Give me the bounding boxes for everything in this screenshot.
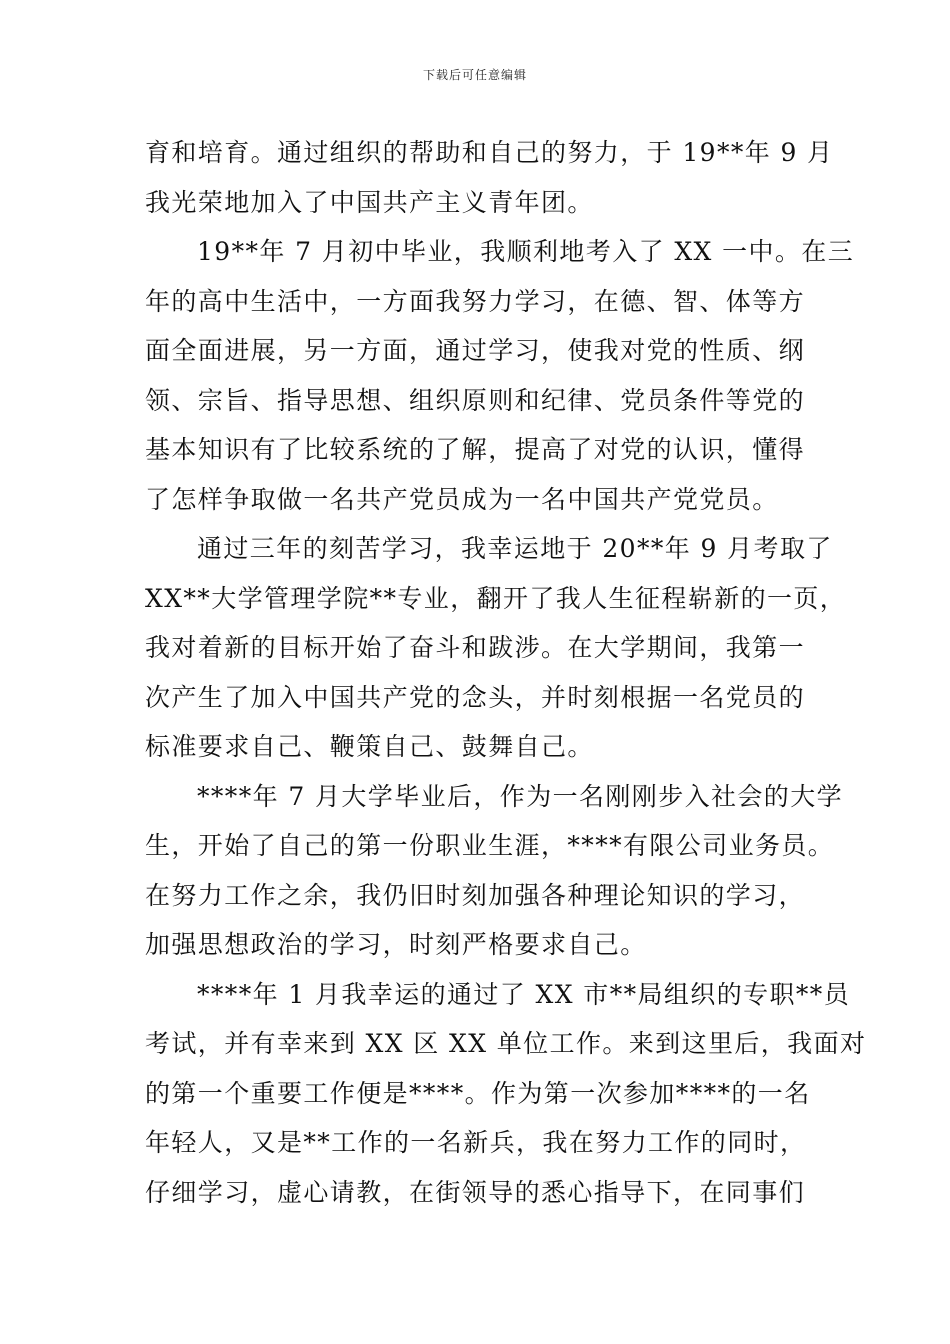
text-line: 加强思想政治的学习，时刻严格要求自己。 [145, 930, 647, 959]
document-body [145, 128, 867, 1217]
text-line: 仔细学习，虚心请教，在街领导的悉心指导下，在同事们 [145, 1177, 806, 1207]
page-header: 下载后可任意编辑 [422, 68, 527, 82]
text-line: 了怎样争取做一名共产党员成为一名中国共产党党员。 [145, 484, 779, 514]
text-line: 标准要求自己、鞭策自己、鼓舞自己。 [145, 732, 594, 761]
text-line: 考试，并有幸来到 XX 区 XX 单位工作。来到这里后，我面对 [145, 1029, 867, 1058]
text-line: 在努力工作之余，我仍旧时刻加强各种理论知识的学习， [145, 880, 806, 910]
text-line: ****年 7 月大学毕业后，作为一名刚刚步入社会的大学 [197, 781, 844, 811]
text-line: 领、宗旨、指导思想、组织原则和纪律、党员条件等党的 [145, 385, 806, 415]
text-line: 年的高中生活中，一方面我努力学习，在德、智、体等方 [145, 286, 806, 316]
text-line: 通过三年的刻苦学习，我幸运地于 20**年 9 月考取了 [197, 534, 833, 563]
text-line: 我对着新的目标开始了奋斗和跋涉。在大学期间，我第一 [145, 633, 806, 662]
text-line: 我光荣地加入了中国共产主义青年团。 [145, 187, 594, 217]
text-line: 次产生了加入中国共产党的念头，并时刻根据一名党员的 [145, 682, 806, 712]
text-line: 育和培育。通过组织的帮助和自己的努力，于 19**年 9 月 [145, 138, 834, 167]
text-line: 19**年 7 月初中毕业，我顺利地考入了 XX 一中。在三 [197, 237, 855, 266]
text-line: 的第一个重要工作便是****。作为第一次参加****的一名 [145, 1078, 811, 1108]
text-line: 基本知识有了比较系统的了解，提高了对党的认识，懂得 [145, 435, 806, 464]
text-line: 面全面进展，另一方面，通过学习，使我对党的性质、纲 [145, 336, 806, 365]
text-line: 年轻人，又是**工作的一名新兵，我在努力工作的同时， [145, 1128, 807, 1157]
text-line: ****年 1 月我幸运的通过了 XX 市**局组织的专职**员 [197, 979, 851, 1009]
text-line: XX**大学管理学院**专业，翻开了我人生征程崭新的一页， [145, 583, 847, 613]
text-line: 生，开始了自己的第一份职业生涯，****有限公司业务员。 [145, 831, 835, 860]
